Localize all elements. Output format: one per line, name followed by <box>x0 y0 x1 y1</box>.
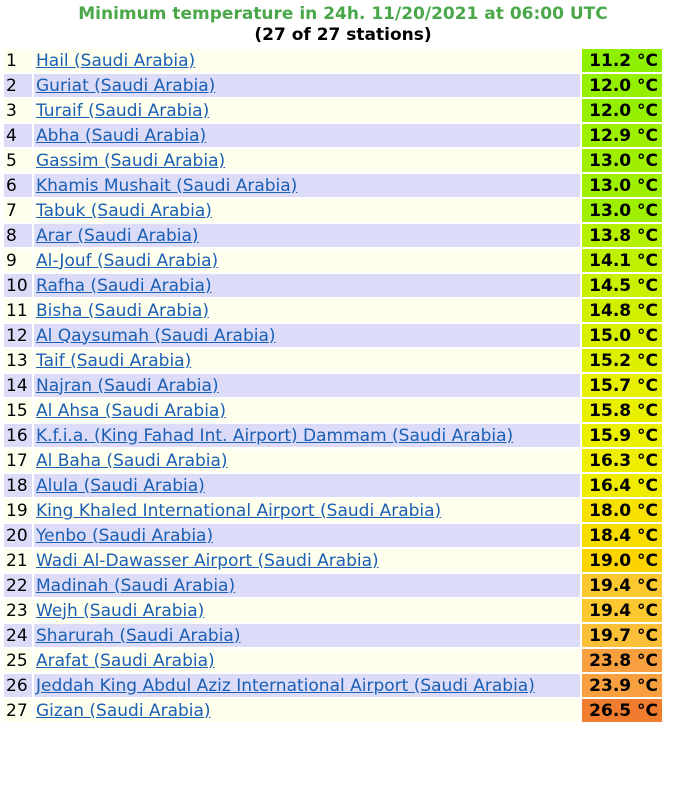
table-row <box>4 424 662 447</box>
temperature-cell: 13.0 °C <box>582 199 662 222</box>
station-cell <box>34 99 580 122</box>
temperature-cell: 12.9 °C <box>582 124 662 147</box>
station-link[interactable]: Al Baha (Saudi Arabia) <box>36 450 228 471</box>
table-row <box>4 399 662 422</box>
station-link[interactable]: Al-Jouf (Saudi Arabia) <box>36 250 219 271</box>
table-row <box>4 274 662 297</box>
temperature-cell: 19.0 °C <box>582 549 662 572</box>
row-rank: 5 <box>4 149 32 172</box>
station-cell <box>34 499 580 522</box>
station-link[interactable]: Najran (Saudi Arabia) <box>36 375 219 396</box>
row-rank: 20 <box>4 524 32 547</box>
station-cell <box>34 474 580 497</box>
temperature-cell: 16.4 °C <box>582 474 662 497</box>
station-link[interactable]: Taif (Saudi Arabia) <box>36 350 192 371</box>
station-cell <box>34 549 580 572</box>
temperature-cell: 18.0 °C <box>582 499 662 522</box>
table-row <box>4 674 662 697</box>
row-rank: 19 <box>4 499 32 522</box>
temperature-cell: 15.9 °C <box>582 424 662 447</box>
station-cell <box>34 349 580 372</box>
row-rank: 13 <box>4 349 32 372</box>
table-row <box>4 549 662 572</box>
row-rank: 4 <box>4 124 32 147</box>
row-rank: 2 <box>4 74 32 97</box>
temperature-cell: 13.0 °C <box>582 149 662 172</box>
station-cell <box>34 249 580 272</box>
station-cell <box>34 649 580 672</box>
temperature-cell: 23.9 °C <box>582 674 662 697</box>
station-link[interactable]: K.f.i.a. (King Fahad Int. Airport) Dammam (Saudi Arabia) <box>36 425 514 446</box>
row-rank: 8 <box>4 224 32 247</box>
row-rank: 12 <box>4 324 32 347</box>
station-link[interactable]: Gassim (Saudi Arabia) <box>36 150 226 171</box>
row-rank: 17 <box>4 449 32 472</box>
station-cell <box>34 374 580 397</box>
station-link[interactable]: Rafha (Saudi Arabia) <box>36 275 212 296</box>
row-rank: 16 <box>4 424 32 447</box>
row-rank: 24 <box>4 624 32 647</box>
temperature-cell: 14.8 °C <box>582 299 662 322</box>
station-link[interactable]: Turaif (Saudi Arabia) <box>36 100 210 121</box>
station-cell <box>34 74 580 97</box>
table-row <box>4 524 662 547</box>
station-cell <box>34 574 580 597</box>
station-link[interactable]: Wadi Al-Dawasser Airport (Saudi Arabia) <box>36 550 379 571</box>
row-rank: 27 <box>4 699 32 722</box>
page-header <box>0 0 686 46</box>
station-cell <box>34 49 580 72</box>
station-cell <box>34 274 580 297</box>
station-cell <box>34 524 580 547</box>
table-row <box>4 49 662 72</box>
temperature-cell: 12.0 °C <box>582 99 662 122</box>
station-cell <box>34 424 580 447</box>
station-link[interactable]: Khamis Mushait (Saudi Arabia) <box>36 175 298 196</box>
page-title: Minimum temperature in 24h. 11/20/2021 at 06:00 UTC <box>78 4 608 24</box>
row-rank: 14 <box>4 374 32 397</box>
row-rank: 7 <box>4 199 32 222</box>
station-link[interactable]: Arar (Saudi Arabia) <box>36 225 199 246</box>
temperature-cell: 15.0 °C <box>582 324 662 347</box>
temperature-cell: 13.8 °C <box>582 224 662 247</box>
station-cell <box>34 624 580 647</box>
station-cell <box>34 674 580 697</box>
temperature-cell: 19.4 °C <box>582 599 662 622</box>
station-cell <box>34 124 580 147</box>
row-rank: 3 <box>4 99 32 122</box>
temperature-cell: 18.4 °C <box>582 524 662 547</box>
row-rank: 1 <box>4 49 32 72</box>
row-rank: 25 <box>4 649 32 672</box>
table-row <box>4 499 662 522</box>
table-row <box>4 474 662 497</box>
row-rank: 18 <box>4 474 32 497</box>
station-link[interactable]: Abha (Saudi Arabia) <box>36 125 207 146</box>
temperature-cell: 26.5 °C <box>582 699 662 722</box>
station-link[interactable]: Arafat (Saudi Arabia) <box>36 650 215 671</box>
station-cell <box>34 599 580 622</box>
station-link[interactable]: King Khaled International Airport (Saudi Arabia) <box>36 500 442 521</box>
row-rank: 26 <box>4 674 32 697</box>
station-link[interactable]: Alula (Saudi Arabia) <box>36 475 205 496</box>
row-rank: 21 <box>4 549 32 572</box>
table-row <box>4 249 662 272</box>
table-row <box>4 99 662 122</box>
table-row <box>4 449 662 472</box>
station-cell <box>34 699 580 722</box>
station-link[interactable]: Hail (Saudi Arabia) <box>36 50 196 71</box>
station-cell <box>34 224 580 247</box>
table-row <box>4 149 662 172</box>
table-row <box>4 699 662 722</box>
temperature-cell: 23.8 °C <box>582 649 662 672</box>
temperature-cell: 15.2 °C <box>582 349 662 372</box>
table-row <box>4 599 662 622</box>
row-rank: 15 <box>4 399 32 422</box>
station-link[interactable]: Bisha (Saudi Arabia) <box>36 300 209 321</box>
station-link[interactable]: Wejh (Saudi Arabia) <box>36 600 205 621</box>
station-link[interactable]: Madinah (Saudi Arabia) <box>36 575 236 596</box>
table-row <box>4 199 662 222</box>
row-rank: 23 <box>4 599 32 622</box>
table-row <box>4 374 662 397</box>
station-cell <box>34 449 580 472</box>
row-rank: 9 <box>4 249 32 272</box>
temperature-cell: 15.8 °C <box>582 399 662 422</box>
temperature-cell: 14.1 °C <box>582 249 662 272</box>
station-link[interactable]: Al Qaysumah (Saudi Arabia) <box>36 325 276 346</box>
station-cell <box>34 149 580 172</box>
station-link[interactable]: Guriat (Saudi Arabia) <box>36 75 216 96</box>
table-row <box>4 624 662 647</box>
table-row <box>4 324 662 347</box>
station-link[interactable]: Sharurah (Saudi Arabia) <box>36 625 241 646</box>
station-cell <box>34 299 580 322</box>
temperature-cell: 13.0 °C <box>582 174 662 197</box>
temperature-table <box>2 47 664 724</box>
temperature-cell: 19.7 °C <box>582 624 662 647</box>
station-link[interactable]: Tabuk (Saudi Arabia) <box>36 200 212 221</box>
station-cell <box>34 324 580 347</box>
row-rank: 6 <box>4 174 32 197</box>
station-cell <box>34 174 580 197</box>
row-rank: 11 <box>4 299 32 322</box>
station-cell <box>34 199 580 222</box>
station-count: (27 of 27 stations) <box>254 25 432 45</box>
station-link[interactable]: Yenbo (Saudi Arabia) <box>36 525 214 546</box>
station-link[interactable]: Jeddah King Abdul Aziz International Airport (Saudi Arabia) <box>36 675 535 696</box>
table-row <box>4 649 662 672</box>
temperature-cell: 16.3 °C <box>582 449 662 472</box>
table-row <box>4 299 662 322</box>
station-link[interactable]: Gizan (Saudi Arabia) <box>36 700 211 721</box>
table-row <box>4 224 662 247</box>
temperature-cell: 12.0 °C <box>582 74 662 97</box>
table-row <box>4 174 662 197</box>
table-row <box>4 124 662 147</box>
table-row <box>4 74 662 97</box>
row-rank: 22 <box>4 574 32 597</box>
station-cell <box>34 399 580 422</box>
temperature-cell: 14.5 °C <box>582 274 662 297</box>
temperature-cell: 11.2 °C <box>582 49 662 72</box>
station-link[interactable]: Al Ahsa (Saudi Arabia) <box>36 400 226 421</box>
temperature-cell: 15.7 °C <box>582 374 662 397</box>
temperature-cell: 19.4 °C <box>582 574 662 597</box>
table-row <box>4 349 662 372</box>
table-row <box>4 574 662 597</box>
row-rank: 10 <box>4 274 32 297</box>
